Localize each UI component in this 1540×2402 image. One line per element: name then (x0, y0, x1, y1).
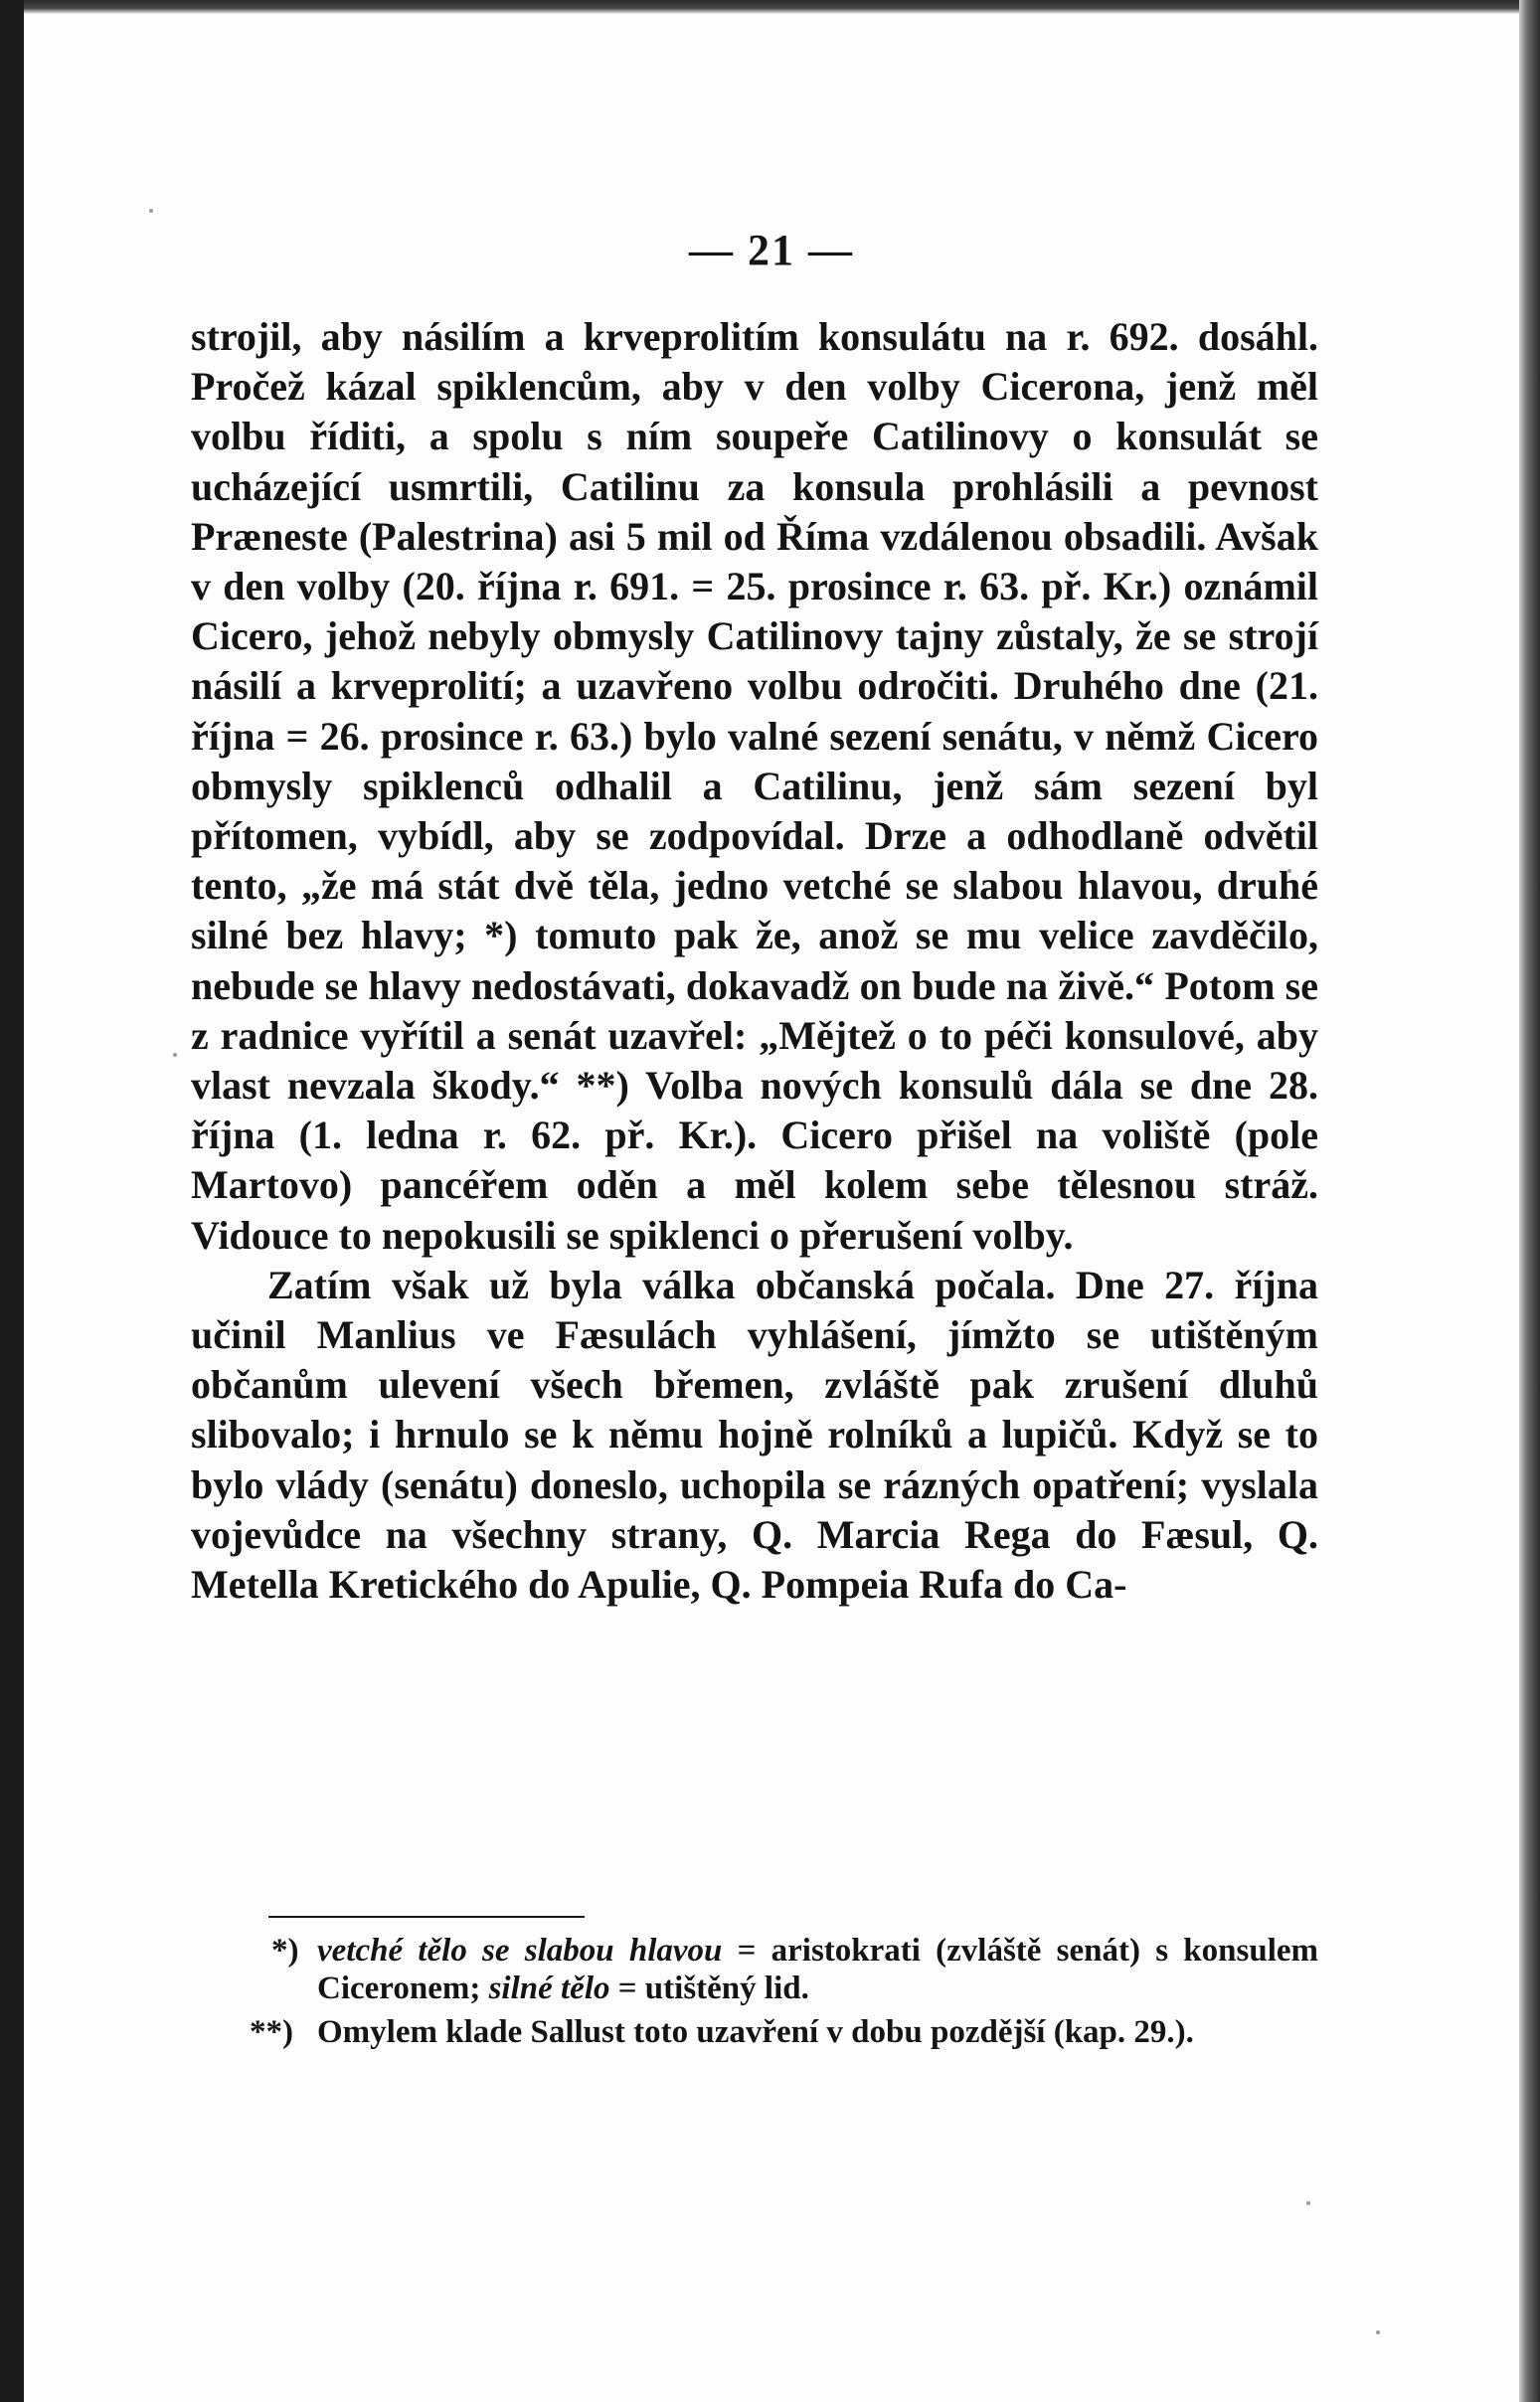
scan-edge-left (0, 0, 24, 2402)
main-text (191, 312, 1318, 1610)
footnote-mark: **) (250, 2014, 293, 2050)
footnote-2 (248, 2013, 1318, 2051)
footnote-mark: *) (271, 1933, 299, 1969)
scan-edge-top (0, 0, 1540, 14)
paragraph: strojil, aby násilím a krveprolitím konsulátu na r. 692. dosáhl. Pročež kázal spiklencům, aby v den volby Cicerona, jenž měl volbu říditi, a spolu s ním soupeře Catilinovy o konsulát se ucházející usmrtili, Catilinu za konsula prohlásili a pevnost Præneste (Palestrina) asi 5 mil od Říma vzdálenou obsadili. Avšak v den volby (20. října r. 691. = 25. prosince r. 63. př. Kr.) oznámil Cicero, jehož nebyly obmysly Catilinovy tajny zůstaly, že se strojí násilí a krveprolití; a uzavřeno volbu odročiti. Druhého dne (21. října = 26. prosince r. 63.) bylo valné sezení senátu, v němž Cicero obmysly spiklenců odhalil a Catilinu, jenž sám sezení byl přítomen, vybídl, aby se zodpovídal. Drze a odhodlaně odvětil tento, „že má stát dvě těla, jedno vetché se slabou hlavou, druhé silné bez hlavy; *) tomuto pak že, anož se mu velice zavděčilo, nebude se hlavy nedostávati, dokavadž on bude na živě.“ Potom se z radnice vyřítil a senát uzavřel: „Mějtež o to péči konsulové, aby vlast nevzala škody.“ **) Volba nových konsulů dála se dne 28. října (1. ledna r. 62. př. Kr.). Cicero přišel na voliště (pole Martovo) pancéřem oděn a měl kolem sebe tělesnou stráž. Vidouce to nepokusili se spiklenci o přerušení volby. (191, 314, 1318, 1258)
footnote-text: Omylem klade Sallust toto uzavření v dobu pozdější (kap. 29.). (317, 2014, 1194, 2050)
scan-speck (1306, 2201, 1310, 2205)
scan-speck (1376, 2330, 1380, 2334)
footnote-text: = aristokrati (zvláště senát) s konsulem Ciceronem; (317, 1933, 1318, 2006)
footnote-divider (268, 1916, 585, 1918)
footnote-italic: vetché tělo se slabou hlavou (317, 1933, 723, 1969)
paragraph: Zatím však už byla válka občanská počala. Dne 27. října učinil Manlius ve Fæsulách vyhlášení, jímžto se utištěným občanům ulevení všech břemen, zvláště pak zrušení dluhů slibovalo; i hrnulo se k němu hojně rolníků a lupičů. Když se to bylo vlády (senátu) doneslo, uchopila se rázných opatření; vyslala vojevůdce na všechny strany, Q. Marcia Rega do Fæsul, Q. Metella Kretického do Apulie, Q. Pompeia Rufa do Ca- (191, 1262, 1318, 1608)
footnotes (248, 1932, 1318, 2057)
scan-speck (173, 1053, 177, 1057)
footnote-text: = utištěný lid. (609, 1971, 809, 2006)
scan-edge-right (1519, 0, 1540, 2402)
footnote-italic: silné tělo (488, 1971, 610, 2006)
scan-speck (149, 209, 153, 213)
book-page (24, 14, 1519, 2402)
page-number: — 21 — (689, 226, 854, 274)
footnote-1 (248, 1932, 1318, 2007)
